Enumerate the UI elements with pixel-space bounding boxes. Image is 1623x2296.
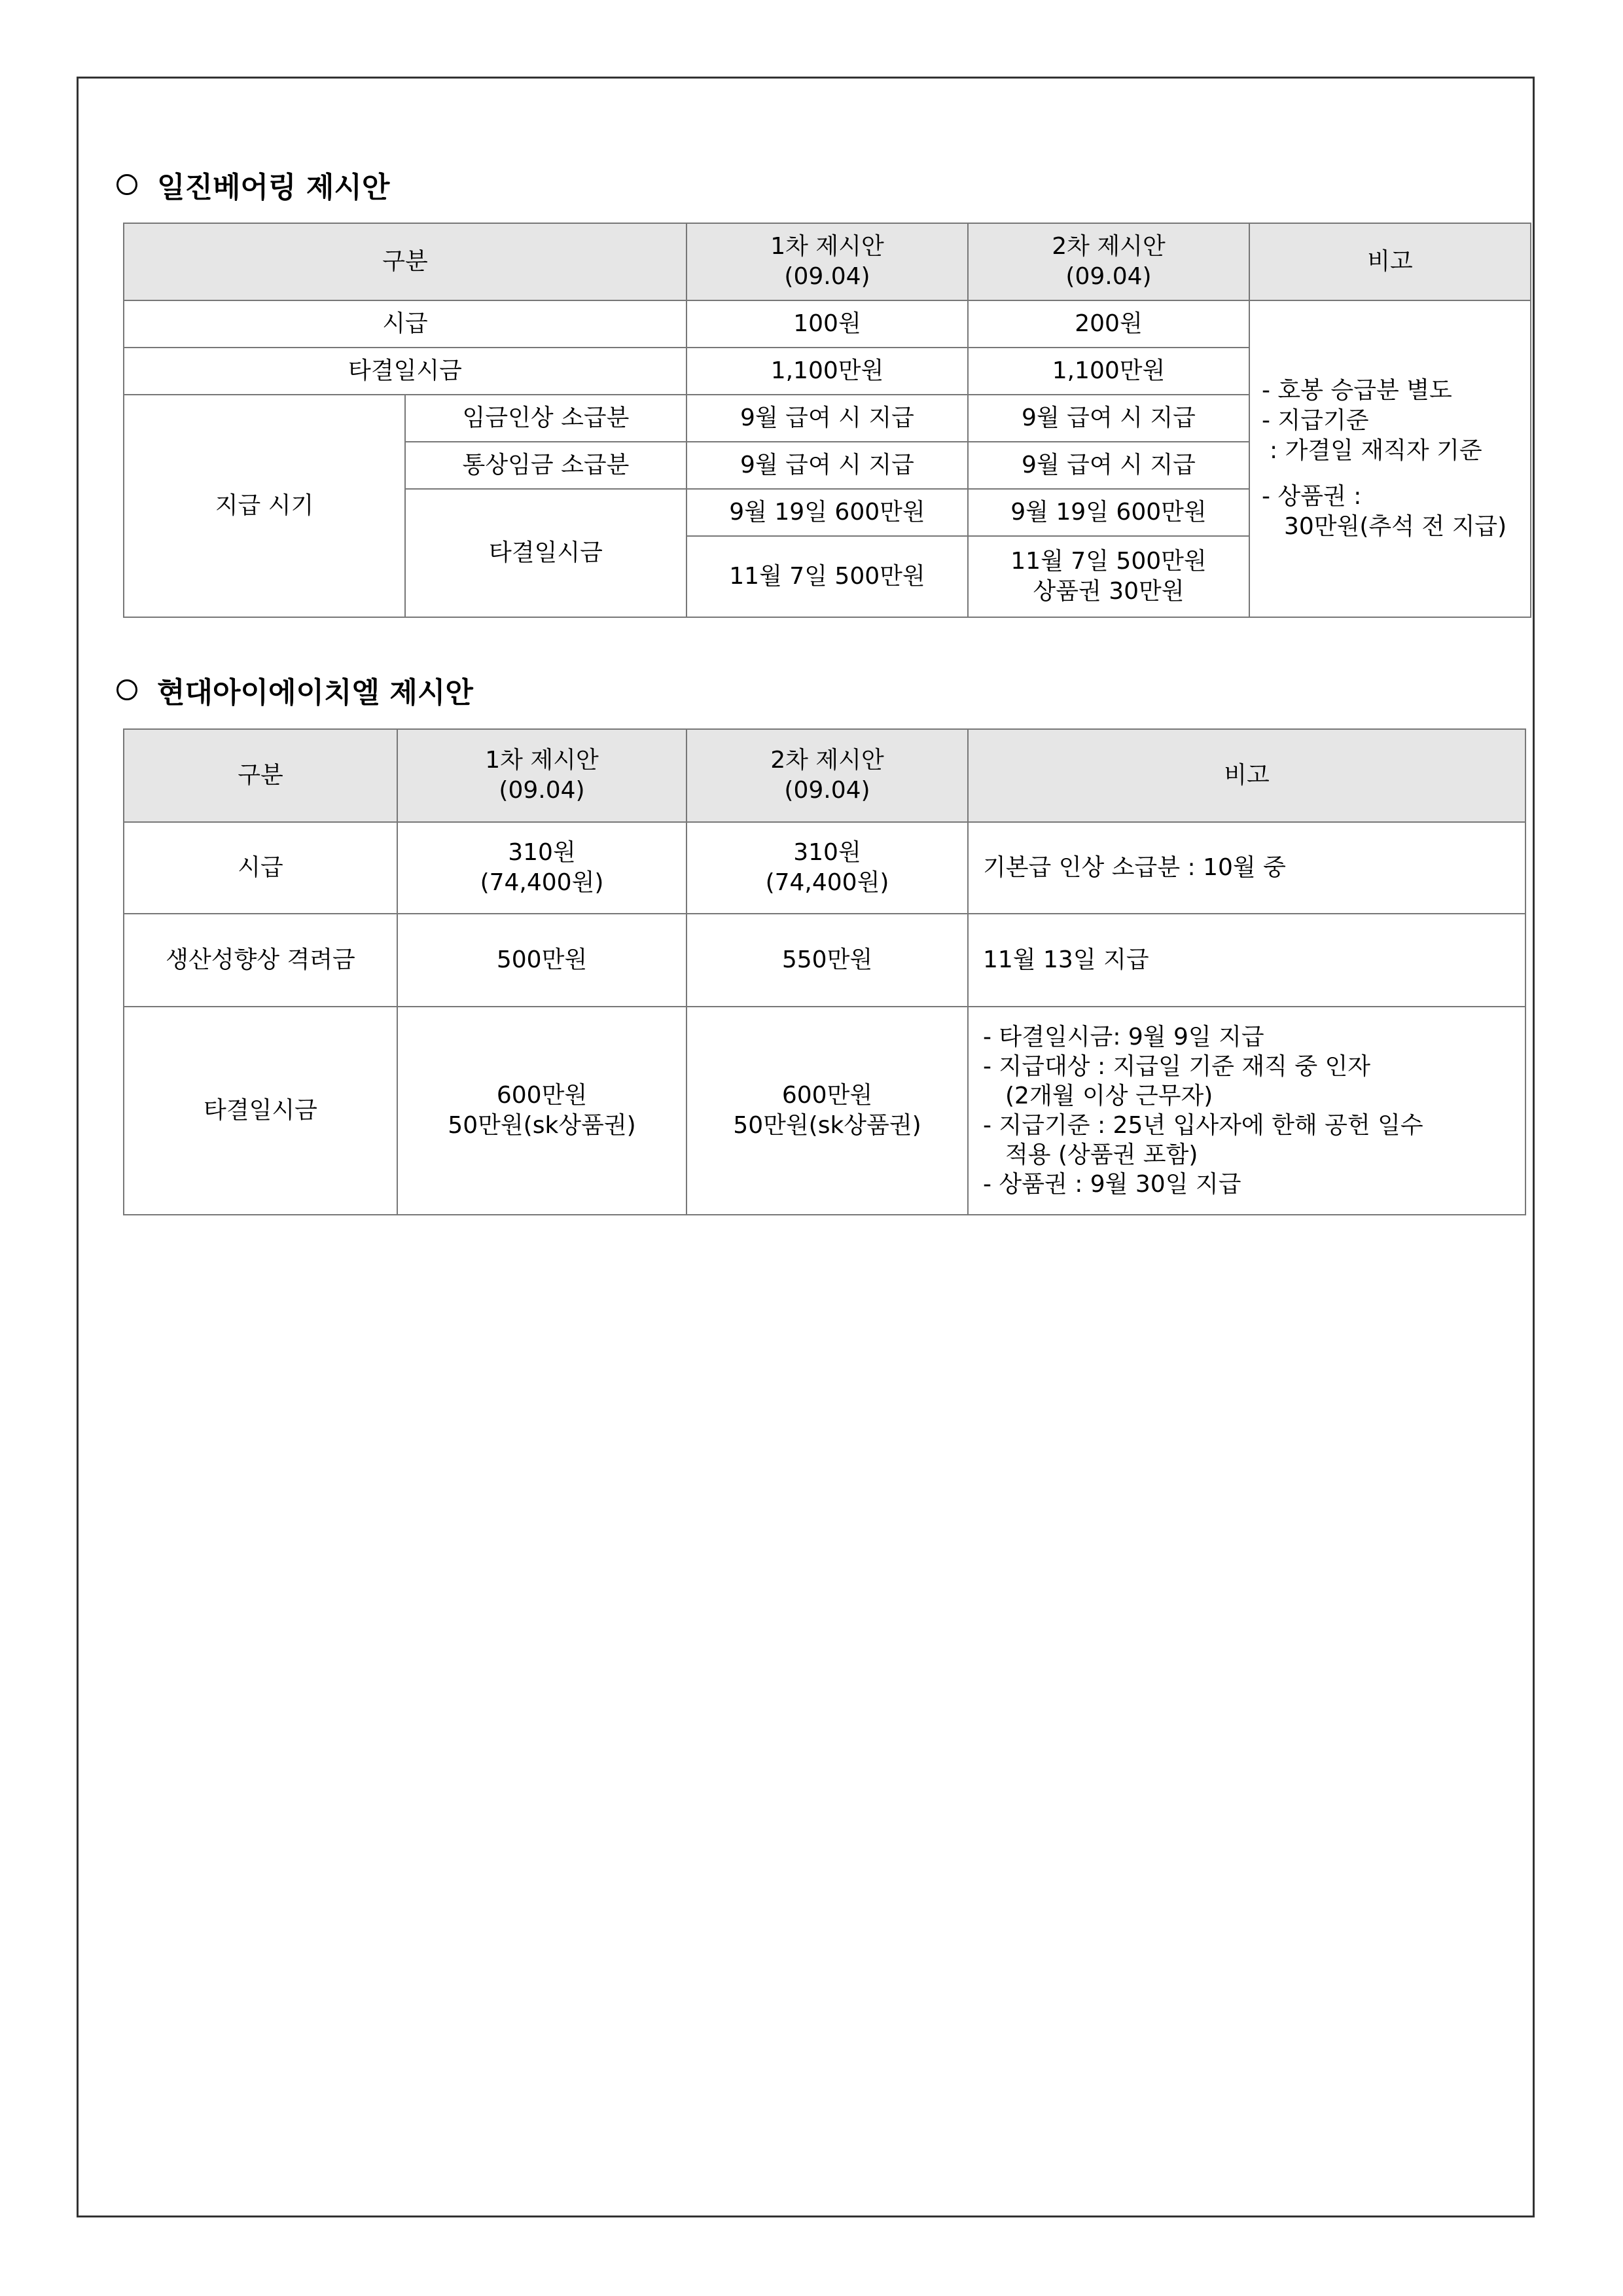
table-header-row <box>124 729 1525 822</box>
cell-first: 9월 급여 시 지급 <box>687 395 968 442</box>
header-note: 비고 <box>968 729 1525 822</box>
note-cell: - 타결일시금: 9월 9일 지급 - 지급대상 : 지급일 기준 재직 중 인자 (2개월 이상 근무자) - 지급기준 : 25년 입사자에 한해 공헌 일수 적용 (상품권 포함) - 상품권 : 9월 30일 지급 <box>968 1007 1525 1215</box>
cell-first: 100원 <box>687 300 968 348</box>
cell-first: 1,100만원 <box>687 348 968 395</box>
row-label: 시급 <box>124 300 687 348</box>
header-category: 구분 <box>124 729 397 822</box>
header-first-offer: 1차 제시안 (09.04) <box>397 729 687 822</box>
section2-title: 현대아이에이치엘 제시안 <box>116 669 473 711</box>
note-cell: - 호봉 승급분 별도 - 지급기준 : 가결일 재직자 기준 - 상품권 : 30만원(추석 전 지급) <box>1249 300 1531 617</box>
note-cell: 11월 13일 지급 <box>968 914 1525 1007</box>
header-second-offer: 2차 제시안 (09.04) <box>687 729 968 822</box>
circle-bullet-icon <box>116 174 137 195</box>
sub-label: 통상임금 소급분 <box>405 442 687 489</box>
sub-label: 타결일시금 <box>405 489 687 617</box>
table-row <box>124 300 1531 348</box>
table-row <box>124 914 1525 1007</box>
sub-label: 임금인상 소급분 <box>405 395 687 442</box>
table-row <box>124 1007 1525 1215</box>
note-cell: 기본급 인상 소급분 : 10월 중 <box>968 822 1525 914</box>
cell-first: 9월 급여 시 지급 <box>687 442 968 489</box>
cell-second: 310원 (74,400원) <box>687 822 968 914</box>
cell-second: 11월 7일 500만원 상품권 30만원 <box>968 536 1249 617</box>
cell-second: 1,100만원 <box>968 348 1249 395</box>
row-label: 타결일시금 <box>124 1007 397 1215</box>
row-label-timing: 지급 시기 <box>124 395 405 617</box>
cell-first: 500만원 <box>397 914 687 1007</box>
table-header-row <box>124 223 1531 300</box>
section1-title: 일진베어링 제시안 <box>116 164 389 206</box>
header-second-offer: 2차 제시안 (09.04) <box>968 223 1249 300</box>
table-row <box>124 822 1525 914</box>
section1-table <box>123 223 1531 618</box>
cell-first: 11월 7일 500만원 <box>687 536 968 617</box>
cell-first: 9월 19일 600만원 <box>687 489 968 536</box>
header-first-offer: 1차 제시안 (09.04) <box>687 223 968 300</box>
row-label: 시급 <box>124 822 397 914</box>
circle-bullet-icon <box>116 679 137 700</box>
row-label: 생산성향상 격려금 <box>124 914 397 1007</box>
cell-second: 200원 <box>968 300 1249 348</box>
cell-second: 9월 급여 시 지급 <box>968 395 1249 442</box>
cell-first: 600만원 50만원(sk상품권) <box>397 1007 687 1215</box>
cell-second: 600만원 50만원(sk상품권) <box>687 1007 968 1215</box>
cell-second: 9월 급여 시 지급 <box>968 442 1249 489</box>
row-label: 타결일시금 <box>124 348 687 395</box>
cell-first: 310원 (74,400원) <box>397 822 687 914</box>
cell-second: 550만원 <box>687 914 968 1007</box>
header-category: 구분 <box>124 223 687 300</box>
cell-second: 9월 19일 600만원 <box>968 489 1249 536</box>
header-note: 비고 <box>1249 223 1531 300</box>
section2-table <box>123 728 1526 1215</box>
